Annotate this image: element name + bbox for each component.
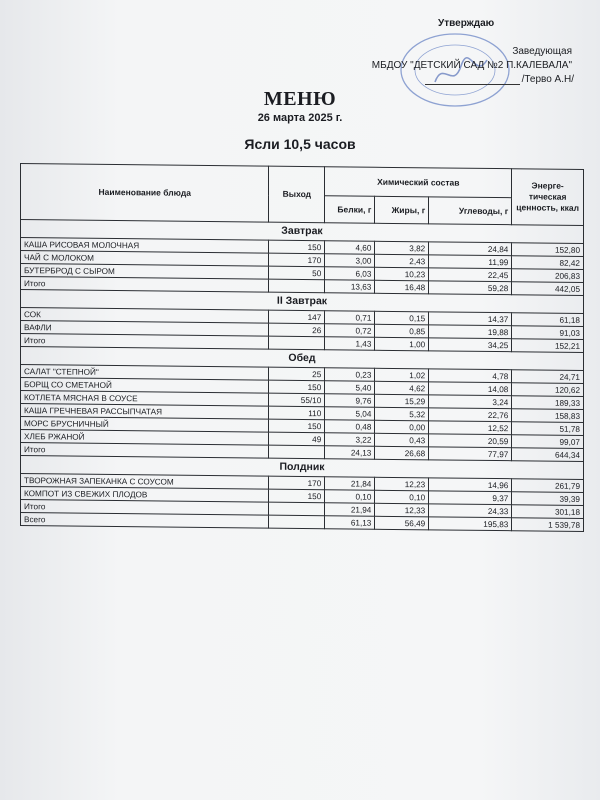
total-fat: 1,00 bbox=[375, 337, 429, 351]
cell-energy: 120,62 bbox=[512, 383, 584, 397]
cell-output: 170 bbox=[269, 476, 325, 490]
total-dish-name: Итого bbox=[21, 334, 269, 350]
total-protein: 1,43 bbox=[325, 337, 375, 351]
cell-fat: 1,02 bbox=[375, 368, 429, 382]
approval-title: Утверждаю bbox=[438, 18, 495, 29]
total-carbs: 34,25 bbox=[429, 338, 512, 352]
cell-energy: 24,71 bbox=[512, 370, 584, 384]
approval-org: МБДОУ "ДЕТСКИЙ САД №2 П.КАЛЕВАЛА" bbox=[371, 60, 572, 71]
total-fat: 16,48 bbox=[375, 280, 429, 294]
cell-dish-name: БУТЕРБРОД С СЫРОМ bbox=[21, 264, 269, 280]
section-title: II Завтрак bbox=[21, 290, 584, 314]
header-energy: Энерге-тическая ценность, ккал bbox=[512, 169, 584, 226]
grand-total-output bbox=[269, 515, 325, 529]
total-carbs: 24,33 bbox=[429, 504, 512, 518]
approval-role: Заведующая bbox=[512, 46, 572, 57]
total-energy: 152,21 bbox=[512, 339, 584, 353]
cell-protein: 5,04 bbox=[325, 407, 375, 421]
cell-fat: 0,85 bbox=[375, 324, 429, 338]
cell-protein: 4,60 bbox=[325, 241, 375, 255]
cell-carbs: 9,37 bbox=[429, 491, 512, 505]
total-fat: 12,33 bbox=[375, 503, 429, 517]
table-header-row bbox=[21, 164, 584, 199]
cell-output: 150 bbox=[269, 240, 325, 254]
cell-fat: 0,15 bbox=[375, 311, 429, 325]
menu-table-body bbox=[21, 220, 584, 532]
cell-carbs: 12,52 bbox=[429, 421, 512, 435]
cell-energy: 61,18 bbox=[512, 313, 584, 327]
cell-protein: 0,48 bbox=[325, 420, 375, 434]
menu-date: 26 марта 2025 г. bbox=[257, 112, 343, 124]
cell-energy: 99,07 bbox=[512, 435, 584, 449]
cell-carbs: 19,88 bbox=[429, 325, 512, 339]
cell-output: 170 bbox=[269, 253, 325, 267]
menu-table bbox=[20, 163, 584, 532]
total-protein: 24,13 bbox=[325, 446, 375, 460]
cell-output: 150 bbox=[269, 380, 325, 394]
total-dish-name: Итого bbox=[21, 277, 269, 293]
total-output bbox=[269, 336, 325, 350]
cell-output: 55/10 bbox=[269, 393, 325, 407]
cell-carbs: 11,99 bbox=[429, 255, 512, 269]
cell-dish-name: КАША РИСОВАЯ МОЛОЧНАЯ bbox=[21, 238, 269, 254]
cell-dish-name: ЧАЙ С МОЛОКОМ bbox=[21, 251, 269, 267]
cell-fat: 10,23 bbox=[375, 267, 429, 281]
cell-fat: 2,43 bbox=[375, 254, 429, 268]
cell-protein: 21,84 bbox=[325, 477, 375, 491]
signature-underline bbox=[425, 84, 520, 85]
cell-dish-name: ТВОРОЖНАЯ ЗАПЕКАНКА С СОУСОМ bbox=[21, 474, 269, 490]
page-title: МЕНЮ bbox=[263, 88, 337, 110]
grand-total-carbs: 195,83 bbox=[429, 517, 512, 531]
total-output bbox=[269, 445, 325, 459]
grand-total-dish-name: Всего bbox=[21, 513, 269, 529]
approval-signatory: /Терво А.Н/ bbox=[521, 74, 574, 85]
cell-protein: 0,10 bbox=[325, 490, 375, 504]
cell-carbs: 24,84 bbox=[429, 242, 512, 256]
cell-energy: 158,83 bbox=[512, 409, 584, 423]
cell-energy: 261,79 bbox=[512, 479, 584, 493]
cell-energy: 39,39 bbox=[512, 492, 584, 506]
total-energy: 301,18 bbox=[512, 505, 584, 519]
cell-protein: 5,40 bbox=[325, 381, 375, 395]
cell-fat: 0,43 bbox=[375, 433, 429, 447]
header-dish-name: Наименование блюда bbox=[21, 164, 269, 223]
total-carbs: 77,97 bbox=[429, 447, 512, 461]
cell-output: 147 bbox=[269, 310, 325, 324]
cell-protein: 9,76 bbox=[325, 394, 375, 408]
cell-energy: 51,78 bbox=[512, 422, 584, 436]
cell-dish-name: СОК bbox=[21, 308, 269, 324]
cell-energy: 206,83 bbox=[512, 269, 584, 283]
section-title: Полдник bbox=[21, 456, 584, 480]
grand-total-protein: 61,13 bbox=[325, 516, 375, 530]
cell-fat: 0,10 bbox=[375, 490, 429, 504]
total-dish-name: Итого bbox=[21, 500, 269, 516]
section-title: Обед bbox=[21, 347, 584, 371]
cell-fat: 15,29 bbox=[375, 394, 429, 408]
total-protein: 21,94 bbox=[325, 503, 375, 517]
cell-energy: 91,03 bbox=[512, 326, 584, 340]
cell-dish-name: САЛАТ "СТЕПНОЙ" bbox=[21, 365, 269, 381]
group-name: Ясли 10,5 часов bbox=[244, 136, 356, 152]
approval-signature-line bbox=[425, 74, 574, 85]
cell-energy: 189,33 bbox=[512, 396, 584, 410]
header-carbs: Углеводы, г bbox=[429, 197, 512, 225]
cell-energy: 82,42 bbox=[512, 256, 584, 270]
section-title: Завтрак bbox=[21, 220, 584, 244]
cell-output: 150 bbox=[269, 489, 325, 503]
cell-dish-name: МОРС БРУСНИЧНЫЙ bbox=[21, 417, 269, 433]
grand-total-fat: 56,49 bbox=[375, 516, 429, 530]
cell-output: 150 bbox=[269, 419, 325, 433]
total-energy: 644,34 bbox=[512, 448, 584, 462]
header-output: Выход bbox=[269, 166, 325, 223]
header-fat: Жиры, г bbox=[375, 196, 429, 224]
header-protein: Белки, г bbox=[325, 196, 375, 224]
total-output bbox=[269, 502, 325, 516]
cell-output: 49 bbox=[269, 432, 325, 446]
cell-dish-name: БОРЩ СО СМЕТАНОЙ bbox=[21, 378, 269, 394]
cell-dish-name: КАША ГРЕЧНЕВАЯ РАССЫПЧАТАЯ bbox=[21, 404, 269, 420]
cell-protein: 0,72 bbox=[325, 324, 375, 338]
header-chem-composition: Химический состав bbox=[325, 167, 512, 198]
cell-fat: 12,23 bbox=[375, 477, 429, 491]
cell-carbs: 14,96 bbox=[429, 478, 512, 492]
total-carbs: 59,28 bbox=[429, 281, 512, 295]
cell-energy: 152,80 bbox=[512, 243, 584, 257]
cell-carbs: 4,78 bbox=[429, 369, 512, 383]
cell-carbs: 22,45 bbox=[429, 268, 512, 282]
cell-fat: 0,00 bbox=[375, 420, 429, 434]
cell-output: 25 bbox=[269, 367, 325, 381]
cell-carbs: 14,08 bbox=[429, 382, 512, 396]
cell-protein: 6,03 bbox=[325, 267, 375, 281]
cell-fat: 4,62 bbox=[375, 381, 429, 395]
cell-protein: 0,71 bbox=[325, 311, 375, 325]
cell-carbs: 22,76 bbox=[429, 408, 512, 422]
cell-protein: 3,00 bbox=[325, 254, 375, 268]
cell-dish-name: КОТЛЕТА МЯСНАЯ В СОУСЕ bbox=[21, 391, 269, 407]
cell-dish-name: ВАФЛИ bbox=[21, 321, 269, 337]
cell-carbs: 3,24 bbox=[429, 395, 512, 409]
total-fat: 26,68 bbox=[375, 446, 429, 460]
cell-protein: 3,22 bbox=[325, 433, 375, 447]
cell-carbs: 14,37 bbox=[429, 312, 512, 326]
cell-dish-name: ХЛЕБ РЖАНОЙ bbox=[21, 430, 269, 446]
cell-fat: 5,32 bbox=[375, 407, 429, 421]
cell-output: 110 bbox=[269, 406, 325, 420]
total-protein: 13,63 bbox=[325, 280, 375, 294]
cell-protein: 0,23 bbox=[325, 368, 375, 382]
cell-dish-name: КОМПОТ ИЗ СВЕЖИХ ПЛОДОВ bbox=[21, 487, 269, 503]
cell-output: 50 bbox=[269, 266, 325, 280]
total-energy: 442,05 bbox=[512, 282, 584, 296]
cell-output: 26 bbox=[269, 323, 325, 337]
total-dish-name: Итого bbox=[21, 443, 269, 459]
total-output bbox=[269, 279, 325, 293]
cell-carbs: 20,59 bbox=[429, 434, 512, 448]
grand-total-energy: 1 539,78 bbox=[512, 518, 584, 532]
cell-fat: 3,82 bbox=[375, 241, 429, 255]
